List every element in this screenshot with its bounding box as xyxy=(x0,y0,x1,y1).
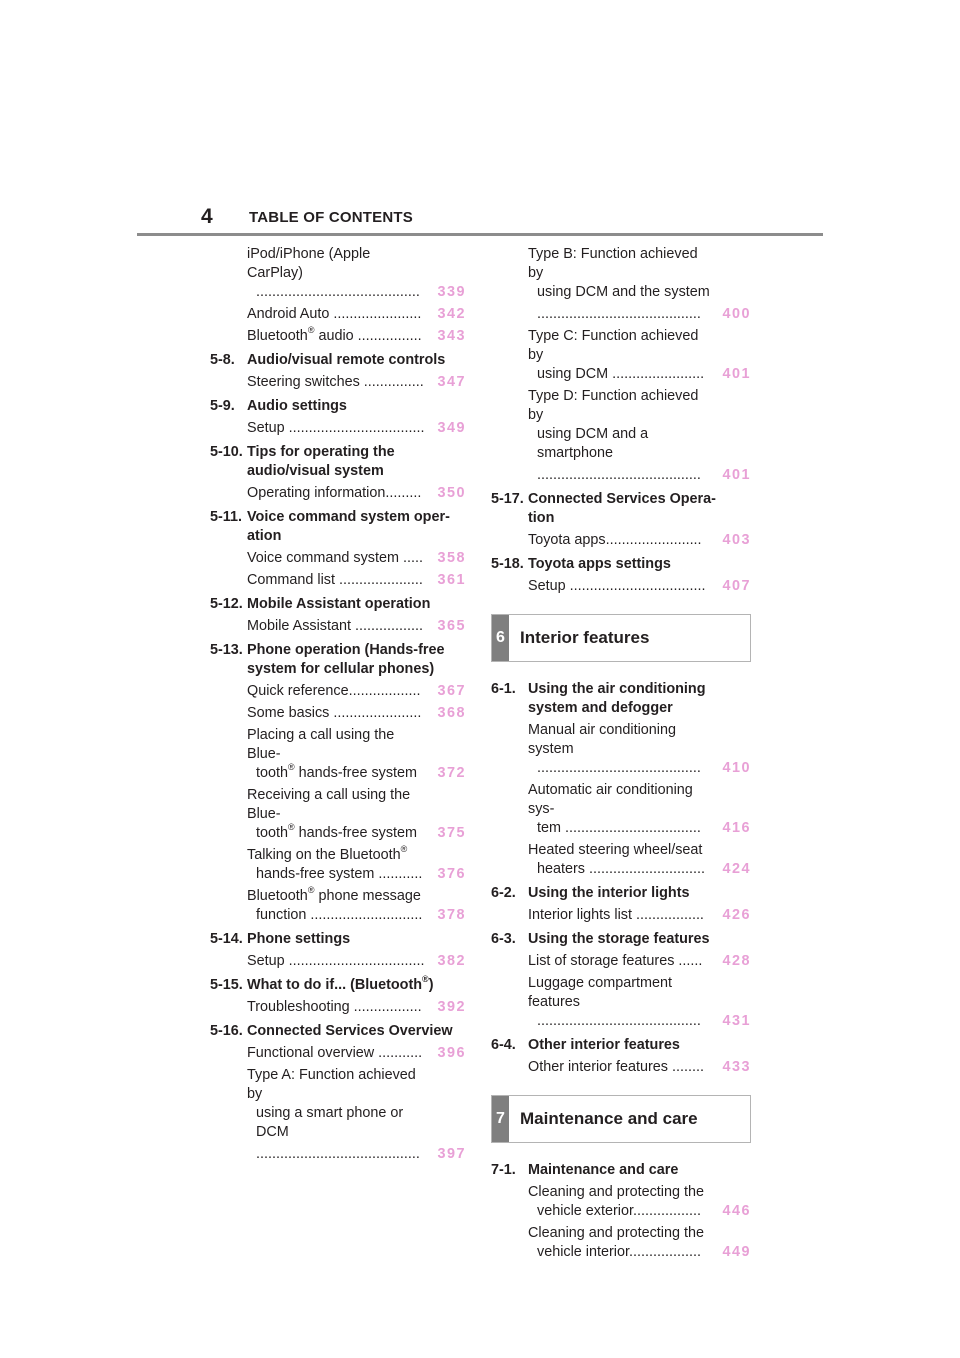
entry-title-text: Android Auto ...................... xyxy=(247,306,422,322)
chapter-heading[interactable] xyxy=(491,614,751,662)
entry-title-line2 xyxy=(247,824,430,843)
page-reference-link: 365 xyxy=(437,618,466,634)
page-reference-link: 428 xyxy=(722,953,751,969)
toc-entry[interactable] xyxy=(491,1058,751,1077)
entry-title-text-after: phone message xyxy=(314,888,421,904)
toc-entry[interactable] xyxy=(491,466,751,485)
entry-title-text: iPod/iPhone (Apple CarPlay) xyxy=(247,246,371,281)
section-title-line2: audio/visual system xyxy=(247,463,384,479)
section-heading[interactable] xyxy=(210,397,466,416)
toc-entry[interactable] xyxy=(491,531,751,550)
entry-title-text: Operating information......... xyxy=(247,485,422,501)
section-title-text: Connected Services Overview xyxy=(247,1023,453,1039)
entry-title-text: Cleaning and protecting the xyxy=(528,1225,705,1241)
section-number: 5-14. xyxy=(210,931,243,947)
entry-title-text: List of storage features ...... xyxy=(528,953,703,969)
entry-title xyxy=(247,571,430,590)
page-reference-link: 375 xyxy=(437,825,466,841)
entry-title-line2-text: ......................................... xyxy=(537,467,701,483)
toc-entry[interactable] xyxy=(210,726,466,783)
toc-entry[interactable] xyxy=(210,419,466,438)
section-title xyxy=(247,508,466,527)
entry-title-text: Setup .................................. xyxy=(247,953,425,969)
section-number: 6-2. xyxy=(491,885,516,901)
entry-title-line2-after: hands-free system xyxy=(294,825,418,841)
section-heading[interactable] xyxy=(491,490,751,528)
toc-entry[interactable] xyxy=(491,387,751,463)
toc-column-right xyxy=(491,242,751,1262)
section-title-text: Connected Services Opera- xyxy=(528,491,716,507)
entry-title-text: Type D: Function achieved by xyxy=(528,388,699,423)
entry-title-text: Placing a call using the Blue- xyxy=(247,727,395,762)
section-title xyxy=(247,641,466,660)
toc-entry[interactable] xyxy=(491,906,751,925)
page-reference-link: 396 xyxy=(437,1045,466,1061)
entry-title xyxy=(528,387,715,425)
entry-title-line2-after: hands-free system xyxy=(294,765,418,781)
page-reference-link: 416 xyxy=(722,820,751,836)
entry-title xyxy=(247,245,430,283)
entry-title-text: Functional overview ........... xyxy=(247,1045,423,1061)
toc-entry[interactable] xyxy=(210,245,466,302)
entry-title-line2-text: ......................................... xyxy=(537,760,701,776)
entry-title-line2 xyxy=(247,865,430,884)
header-title: TABLE OF CONTENTS xyxy=(249,209,413,226)
entry-title xyxy=(528,952,715,971)
section-title xyxy=(528,555,751,574)
section-number: 5-16. xyxy=(210,1023,243,1039)
page-reference-link: 392 xyxy=(437,999,466,1015)
entry-title xyxy=(247,1066,430,1104)
section-title xyxy=(247,595,466,614)
entry-title-line2-text: tem .................................. xyxy=(537,820,701,836)
entry-title-text: Receiving a call using the Blue- xyxy=(247,787,411,822)
entry-title-text: Type C: Function achieved by xyxy=(528,328,699,363)
entry-title-text: Type B: Function achieved by xyxy=(528,246,698,281)
entry-title-line2-text: ......................................... xyxy=(256,284,420,300)
page-reference-link: 378 xyxy=(437,907,466,923)
section-title xyxy=(528,490,751,509)
section-title-text: Maintenance and care xyxy=(528,1162,679,1178)
page-reference-link: 407 xyxy=(722,578,751,594)
toc-entry[interactable] xyxy=(210,786,466,843)
page-reference-link: 376 xyxy=(437,866,466,882)
entry-title xyxy=(528,577,715,596)
entry-title-line2 xyxy=(247,1145,430,1164)
section-number: 5-15. xyxy=(210,977,243,993)
section-title xyxy=(528,1036,751,1055)
page-reference-link: 339 xyxy=(437,284,466,300)
section-title-text: Audio/visual remote controls xyxy=(247,352,446,368)
entry-title-text: Troubleshooting ................. xyxy=(247,999,422,1015)
section-title-text: What to do if... (Bluetooth xyxy=(247,977,423,993)
section-title-text: Using the air conditioning xyxy=(528,681,706,697)
entry-title-line2 xyxy=(247,283,430,302)
entry-title-line2-text: ......................................... xyxy=(537,306,701,322)
registered-mark: ® xyxy=(307,325,315,336)
toc-entry[interactable] xyxy=(491,245,751,302)
page-reference-link: 410 xyxy=(722,760,751,776)
page-reference-link: 361 xyxy=(437,572,466,588)
toc-entry[interactable] xyxy=(210,549,466,568)
section-title-line2: system for cellular phones) xyxy=(247,661,435,677)
page-reference-link: 358 xyxy=(437,550,466,566)
entry-title xyxy=(247,617,430,636)
entry-title-line2 xyxy=(528,1243,715,1262)
toc-entry[interactable] xyxy=(210,1044,466,1063)
toc-entry[interactable] xyxy=(210,952,466,971)
entry-title-line2 xyxy=(247,764,430,783)
page-reference-link: 401 xyxy=(722,467,751,483)
section-title xyxy=(528,1161,751,1180)
registered-mark: ® xyxy=(288,762,295,773)
toc-entry[interactable] xyxy=(210,484,466,503)
entry-title-text: Automatic air conditioning sys- xyxy=(528,782,693,817)
entry-title-line2 xyxy=(528,1012,715,1031)
section-heading[interactable] xyxy=(210,595,466,614)
section-title xyxy=(247,976,466,995)
section-title-text: Phone settings xyxy=(247,931,351,947)
registered-mark: ® xyxy=(422,974,429,985)
page-reference-link: 446 xyxy=(722,1203,751,1219)
page-reference-link: 368 xyxy=(437,705,466,721)
chapter-heading[interactable] xyxy=(491,1095,751,1143)
section-number: 7-1. xyxy=(491,1162,516,1178)
page-reference-link: 403 xyxy=(722,532,751,548)
section-heading[interactable] xyxy=(210,443,466,481)
entry-title-line2-text: hands-free system ........... xyxy=(256,866,423,882)
section-number: 5-9. xyxy=(210,398,235,414)
section-heading[interactable] xyxy=(491,555,751,574)
entry-title-line2-text: heaters ............................. xyxy=(537,861,705,877)
page-reference-link: 433 xyxy=(722,1059,751,1075)
entry-title xyxy=(247,952,430,971)
entry-title xyxy=(528,327,715,365)
entry-title-text: Other interior features ........ xyxy=(528,1059,704,1075)
chapter-title: Interior features xyxy=(520,628,650,647)
entry-title-text: Command list ..................... xyxy=(247,572,423,588)
entry-title xyxy=(528,245,715,283)
section-heading[interactable] xyxy=(210,930,466,949)
entry-title-text: Type A: Function achieved by xyxy=(247,1067,416,1102)
entry-title-text: Manual air conditioning system xyxy=(528,722,676,757)
toc-entry[interactable] xyxy=(210,617,466,636)
entry-title-line2-text: tooth xyxy=(256,765,289,781)
toc-entry[interactable] xyxy=(491,974,751,1031)
page-reference-link: 372 xyxy=(437,765,466,781)
section-title xyxy=(247,1022,466,1041)
page-reference-link: 424 xyxy=(722,861,751,877)
section-title xyxy=(528,930,751,949)
toc-entry[interactable] xyxy=(210,1066,466,1142)
page-reference-link: 382 xyxy=(437,953,466,969)
entry-title-line2-text: tooth xyxy=(256,825,289,841)
entry-title-line2-text: ......................................... xyxy=(256,1146,420,1162)
entry-title xyxy=(528,841,715,860)
toc-entry[interactable] xyxy=(491,841,751,879)
section-title-text: Using the interior lights xyxy=(528,885,690,901)
entry-title-line2-text: using DCM ....................... xyxy=(537,366,705,382)
section-heading[interactable] xyxy=(210,351,466,370)
section-number: 5-10. xyxy=(210,444,243,460)
section-heading[interactable] xyxy=(491,884,751,903)
entry-title xyxy=(247,419,430,438)
toc-entry[interactable] xyxy=(491,1224,751,1262)
entry-title xyxy=(528,721,715,759)
entry-title-line2 xyxy=(528,365,715,384)
header-rule xyxy=(137,233,823,236)
page-reference-link: 349 xyxy=(437,420,466,436)
entry-title-line2 xyxy=(528,860,715,879)
section-number: 5-13. xyxy=(210,642,243,658)
entry-title xyxy=(247,786,430,824)
entry-title xyxy=(528,1183,715,1202)
section-title-text: Tips for operating the xyxy=(247,444,395,460)
entry-title-line2 xyxy=(247,906,430,925)
section-heading[interactable] xyxy=(491,1036,751,1055)
toc-entry[interactable] xyxy=(210,704,466,723)
entry-title-text: Heated steering wheel/seat xyxy=(528,842,703,858)
section-heading[interactable] xyxy=(210,641,466,679)
entry-title-text: Bluetooth xyxy=(247,888,308,904)
entry-title-line2 xyxy=(528,819,715,838)
section-heading[interactable] xyxy=(491,1161,751,1180)
entry-title-text: Mobile Assistant ................. xyxy=(247,618,423,634)
page-reference-link: 397 xyxy=(437,1146,466,1162)
section-heading[interactable] xyxy=(210,1022,466,1041)
section-title xyxy=(247,351,466,370)
toc-entry[interactable] xyxy=(210,846,466,884)
entry-title-line2-text: using DCM and the system xyxy=(537,284,710,300)
entry-title xyxy=(528,906,715,925)
page-reference-link: 400 xyxy=(722,306,751,322)
entry-title xyxy=(247,373,430,392)
entry-title-line2 xyxy=(528,283,715,302)
section-title-line2: ation xyxy=(247,528,282,544)
chapter-title: Maintenance and care xyxy=(520,1109,698,1128)
section-title-text: Voice command system oper- xyxy=(247,509,450,525)
toc-entry[interactable] xyxy=(210,373,466,392)
page-reference-link: 367 xyxy=(437,683,466,699)
entry-title-text: Voice command system ..... xyxy=(247,550,423,566)
entry-title xyxy=(247,305,430,324)
entry-title-line2-text: vehicle interior.................. xyxy=(537,1244,701,1260)
section-number: 6-3. xyxy=(491,931,516,947)
entry-title-line2 xyxy=(528,1202,715,1221)
page-number: 4 xyxy=(201,205,213,228)
section-heading[interactable] xyxy=(210,508,466,546)
section-number: 5-17. xyxy=(491,491,524,507)
entry-title xyxy=(247,998,430,1017)
toc-entry[interactable] xyxy=(491,781,751,838)
entry-title xyxy=(528,974,715,1012)
section-heading[interactable] xyxy=(491,930,751,949)
entry-title xyxy=(528,1058,715,1077)
toc-entry[interactable] xyxy=(491,327,751,384)
page-reference-link: 431 xyxy=(722,1013,751,1029)
page-reference-link: 347 xyxy=(437,374,466,390)
entry-title-text: Luggage compartment features xyxy=(528,975,672,1010)
section-title xyxy=(247,397,466,416)
entry-title xyxy=(247,1044,430,1063)
section-title-line2: system and defogger xyxy=(528,700,673,716)
section-title-text-after: ) xyxy=(428,977,434,993)
section-title xyxy=(528,680,751,699)
chapter-number: 6 xyxy=(492,615,509,661)
section-heading[interactable] xyxy=(491,680,751,718)
section-number: 5-12. xyxy=(210,596,243,612)
registered-mark: ® xyxy=(288,822,295,833)
toc-entry[interactable] xyxy=(210,1145,466,1164)
section-title-line2: tion xyxy=(528,510,555,526)
entry-title-line2-text: using a smart phone or DCM xyxy=(256,1105,404,1140)
section-heading[interactable] xyxy=(210,976,466,995)
toc-entry[interactable] xyxy=(210,998,466,1017)
entry-title-line2-text: using DCM and a smartphone xyxy=(537,426,649,461)
entry-title xyxy=(247,327,430,346)
section-title-text: Audio settings xyxy=(247,398,347,414)
toc-entry[interactable] xyxy=(491,952,751,971)
entry-title-text: Interior lights list ................. xyxy=(528,907,704,923)
page-reference-link: 401 xyxy=(722,366,751,382)
entry-title-text: Setup .................................. xyxy=(247,420,425,436)
entry-title xyxy=(247,846,430,865)
section-title xyxy=(247,443,466,462)
entry-title-line2 xyxy=(528,466,715,485)
entry-title-text: Some basics ...................... xyxy=(247,705,422,721)
entry-title-text: Cleaning and protecting the xyxy=(528,1184,705,1200)
toc-entry[interactable] xyxy=(210,887,466,925)
page-reference-link: 426 xyxy=(722,907,751,923)
toc-entry[interactable] xyxy=(210,682,466,701)
section-title xyxy=(247,930,466,949)
entry-title-line2-text: vehicle exterior................. xyxy=(537,1203,701,1219)
entry-title-text: Steering switches ............... xyxy=(247,374,424,390)
entry-title xyxy=(528,1224,715,1243)
toc-entry[interactable] xyxy=(210,571,466,590)
toc-column-left xyxy=(210,242,466,1164)
section-title xyxy=(528,884,751,903)
section-title-text: Mobile Assistant operation xyxy=(247,596,431,612)
registered-mark: ® xyxy=(400,844,408,855)
entry-title-text: Talking on the Bluetooth xyxy=(247,847,401,863)
entry-title xyxy=(528,781,715,819)
section-number: 6-4. xyxy=(491,1037,516,1053)
toc-entry[interactable] xyxy=(491,721,751,778)
entry-title xyxy=(247,682,430,701)
toc-entry[interactable] xyxy=(491,1183,751,1221)
entry-title xyxy=(247,726,430,764)
registered-mark: ® xyxy=(307,885,315,896)
section-number: 5-8. xyxy=(210,352,235,368)
page-reference-link: 342 xyxy=(437,306,466,322)
toc-entry[interactable] xyxy=(491,577,751,596)
entry-title-line2 xyxy=(528,305,715,324)
page-reference-link: 350 xyxy=(437,485,466,501)
entry-title-line2 xyxy=(528,425,715,463)
toc-entry[interactable] xyxy=(210,305,466,324)
section-title-text: Toyota apps settings xyxy=(528,556,671,572)
entry-title-line2-text: function ............................ xyxy=(256,907,423,923)
section-number: 5-11. xyxy=(210,509,243,525)
entry-title-text: Quick reference.................. xyxy=(247,683,421,699)
entry-title xyxy=(247,484,430,503)
entry-title-line2 xyxy=(247,1104,430,1142)
page-reference-link: 343 xyxy=(437,328,466,344)
section-number: 6-1. xyxy=(491,681,516,697)
entry-title-text-after: audio ................ xyxy=(314,328,422,344)
section-title-text: Using the storage features xyxy=(528,931,710,947)
entry-title xyxy=(528,531,715,550)
toc-entry[interactable] xyxy=(491,305,751,324)
entry-title-line2-text: ......................................... xyxy=(537,1013,701,1029)
entry-title-text: Bluetooth xyxy=(247,328,308,344)
entry-title-line2 xyxy=(528,759,715,778)
section-title-text: Phone operation (Hands-free xyxy=(247,642,445,658)
entry-title-text: Setup .................................. xyxy=(528,578,706,594)
page-reference-link: 449 xyxy=(722,1244,751,1260)
toc-entry[interactable] xyxy=(210,327,466,346)
entry-title xyxy=(247,549,430,568)
entry-title xyxy=(247,704,430,723)
section-title-text: Other interior features xyxy=(528,1037,680,1053)
section-number: 5-18. xyxy=(491,556,524,572)
entry-title xyxy=(247,887,430,906)
entry-title-text: Toyota apps........................ xyxy=(528,532,702,548)
chapter-number: 7 xyxy=(492,1096,509,1142)
